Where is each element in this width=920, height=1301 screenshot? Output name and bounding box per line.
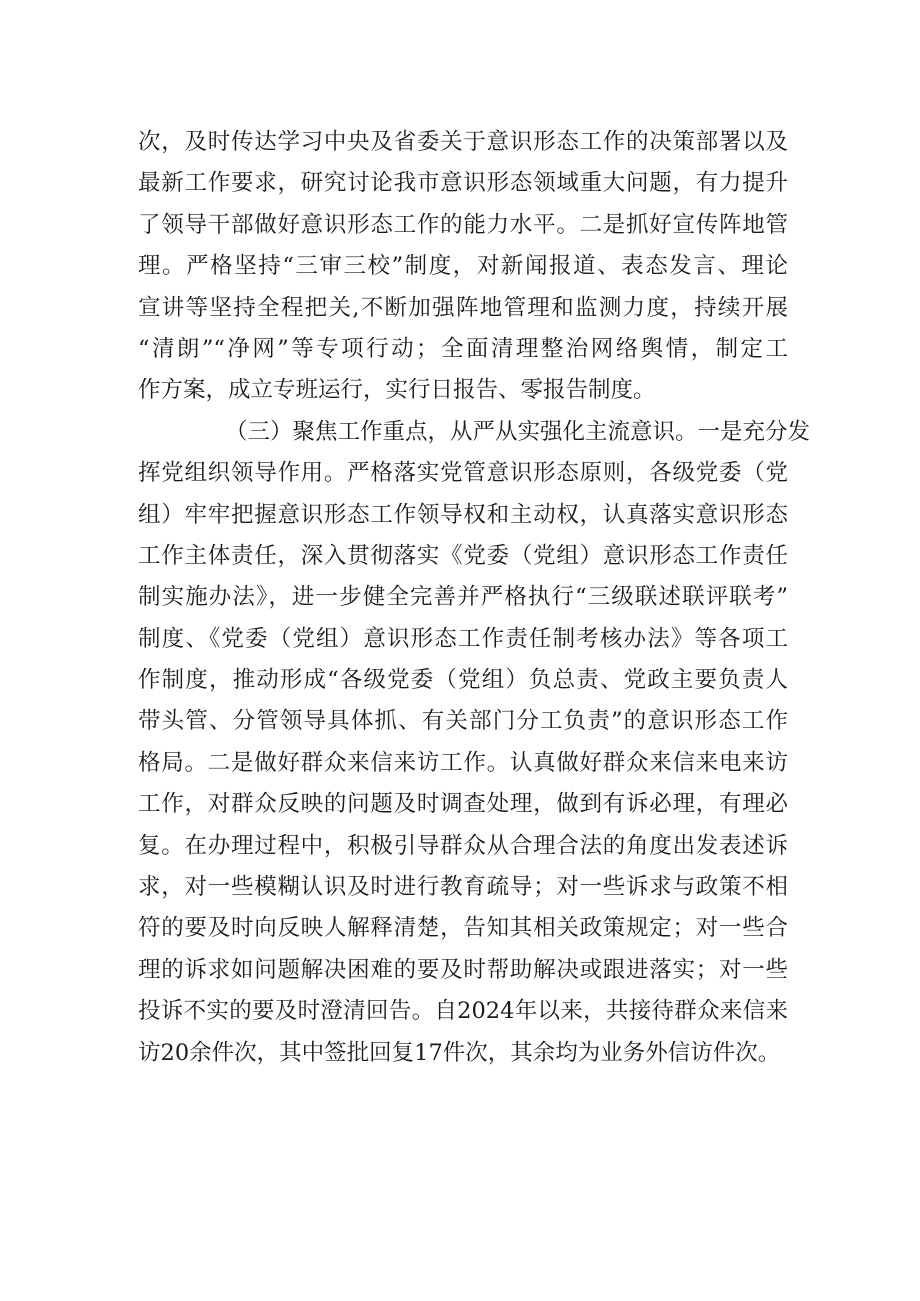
text-line-14: 作制度，推动形成“各级党委（党组）负总责、党政主要负责人 — [138, 667, 788, 694]
section-heading-line: （三）聚焦工作重点，从严从实强化主流意识。一是充分发 — [225, 418, 811, 445]
text-line-23: 访20余件次，其中签批回复17件次，其余均为业务外信访件次。 — [138, 1039, 781, 1066]
text-line-12: 制实施办法》，进一步健全完善并严格执行“三级联述联评联考” — [138, 584, 788, 611]
text-line-1: 次，及时传达学习中央及省委关于意识形态工作的决策部署以及 — [138, 129, 788, 155]
text-line-5: 宣讲等坚持全程把关,不断加强阵地管理和监测力度，持续开展 — [138, 294, 788, 321]
text-line-7: 作方案，成立专班运行，实行日报告、零报告制度。 — [138, 377, 656, 404]
text-line-9: 挥党组织领导作用。严格落实党管意识形态原则，各级党委（党 — [138, 460, 788, 487]
text-line-16: 格局。二是做好群众来信来访工作。认真做好群众来信来电来访 — [138, 749, 788, 776]
text-line-21: 理的诉求如问题解决困难的要及时帮助解决或跟进落实；对一些 — [138, 956, 788, 983]
text-line-15: 带头管、分管领导具体抓、有关部门分工负责”的意识形态工作 — [138, 708, 788, 735]
text-line-18: 复。在办理过程中，积极引导群众从合理合法的角度出发表述诉 — [138, 832, 788, 859]
text-line-2: 最新工作要求，研究讨论我市意识形态领域重大问题，有力提升 — [138, 170, 788, 197]
text-line-17: 工作，对群众反映的问题及时调查处理，做到有诉必理，有理必 — [138, 791, 788, 818]
body-text — [138, 122, 811, 1074]
text-line-20: 符的要及时向反映人解释清楚，告知其相关政策规定；对一些合 — [138, 915, 788, 942]
text-line-10: 组）牢牢把握意识形态工作领导权和主动权，认真落实意识形态 — [138, 501, 788, 528]
text-line-19: 求，对一些模糊认识及时进行教育疏导；对一些诉求与政策不相 — [138, 874, 788, 901]
text-line-11: 工作主体责任，深入贯彻落实《党委（党组）意识形态工作责任 — [138, 542, 788, 569]
text-line-6: “清朗”“净网”等专项行动；全面清理整治网络舆情，制定工 — [138, 335, 788, 362]
text-line-3: 了领导干部做好意识形态工作的能力水平。二是抓好宣传阵地管 — [138, 211, 788, 238]
text-line-22: 投诉不实的要及时澄清回告。自2024年以来，共接待群众来信来 — [138, 998, 788, 1025]
text-line-4: 理。严格坚持“三审三校”制度，对新闻报道、表态发言、理论 — [138, 253, 788, 280]
text-line-13: 制度、《党委（党组）意识形态工作责任制考核办法》等各项工 — [138, 625, 788, 652]
